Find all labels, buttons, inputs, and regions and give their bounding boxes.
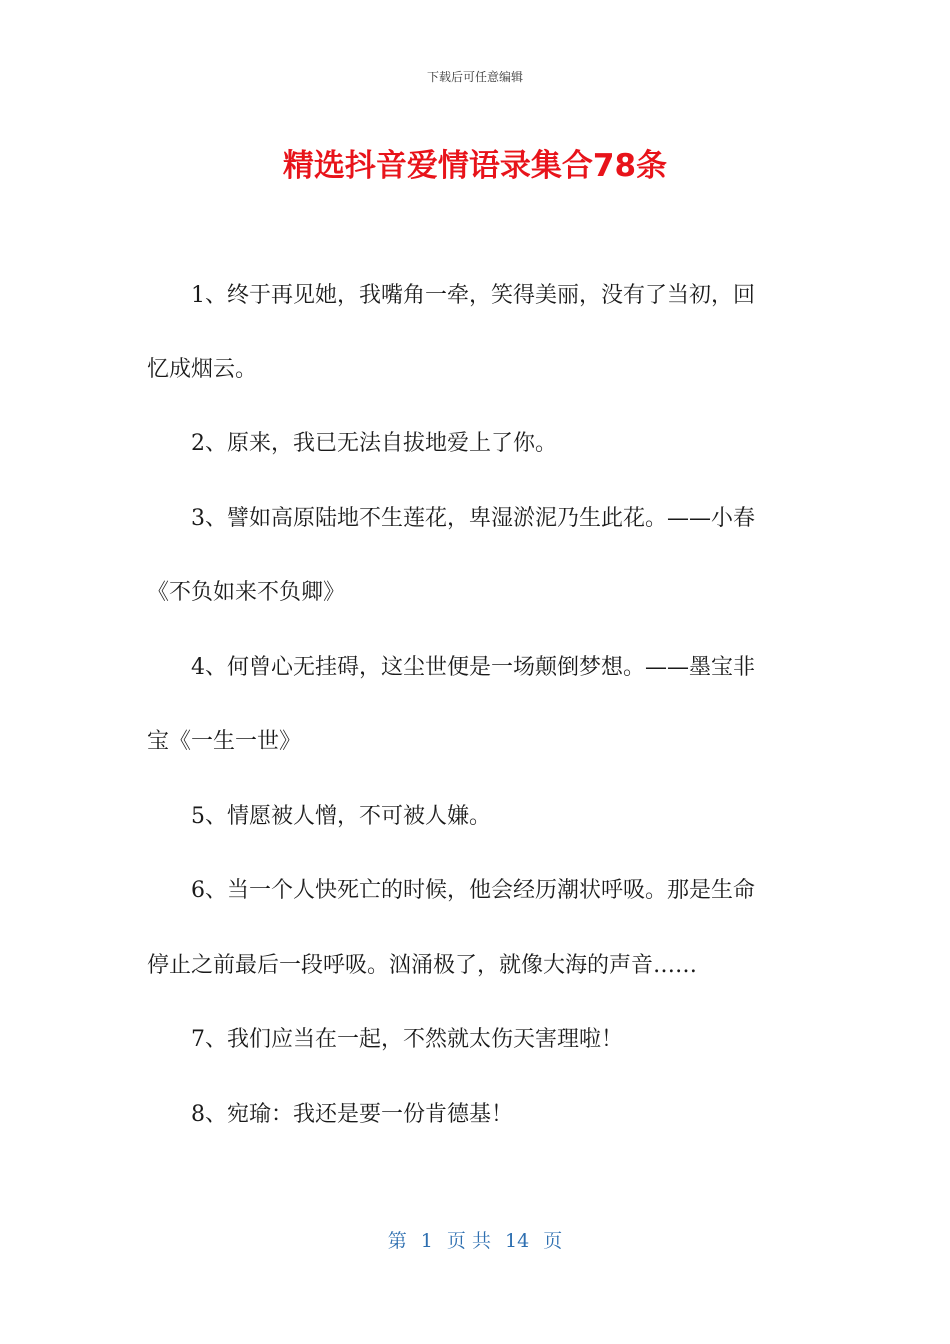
footer-total-pages: 14 xyxy=(505,1230,530,1252)
footer-suffix: 页 xyxy=(543,1230,563,1252)
paragraph-line: 忆成烟云。 xyxy=(147,357,258,382)
paragraph-line: 《不负如来不负卿》 xyxy=(147,580,346,605)
paragraph-line: 2、原来，我已无法自拔地爱上了你。 xyxy=(191,431,557,456)
paragraph-line: 6、当一个人快死亡的时候，他会经历潮状呼吸。那是生命 xyxy=(191,878,755,903)
paragraph-line: 宝《一生一世》 xyxy=(147,729,302,754)
header-note: 下载后可任意编辑 xyxy=(426,70,523,84)
footer-page-number: 1 xyxy=(420,1230,433,1252)
paragraph-line: 停止之前最后一段呼吸。汹涌极了，就像大海的声音…… xyxy=(147,953,698,978)
footer-prefix: 第 xyxy=(387,1230,407,1252)
paragraph-line: 4、何曾心无挂碍，这尘世便是一场颠倒梦想。——墨宝非 xyxy=(191,655,755,680)
paragraph-line: 1、终于再见她，我嘴角一牵，笑得美丽，没有了当初，回 xyxy=(191,283,755,308)
paragraph-line: 5、情愿被人憎，不可被人嫌。 xyxy=(191,804,491,829)
paragraph-line: 7、我们应当在一起，不然就太伤天害理啦！ xyxy=(191,1027,623,1052)
document-title: 精选抖音爱情语录集合78条 xyxy=(282,148,668,184)
page-footer xyxy=(0,1226,950,1253)
footer-middle: 页 共 xyxy=(446,1230,491,1252)
paragraph-line: 3、譬如高原陆地不生莲花，卑湿淤泥乃生此花。——小春 xyxy=(191,506,755,531)
paragraph-line: 8、宛瑜：我还是要一份肯德基！ xyxy=(191,1102,513,1127)
